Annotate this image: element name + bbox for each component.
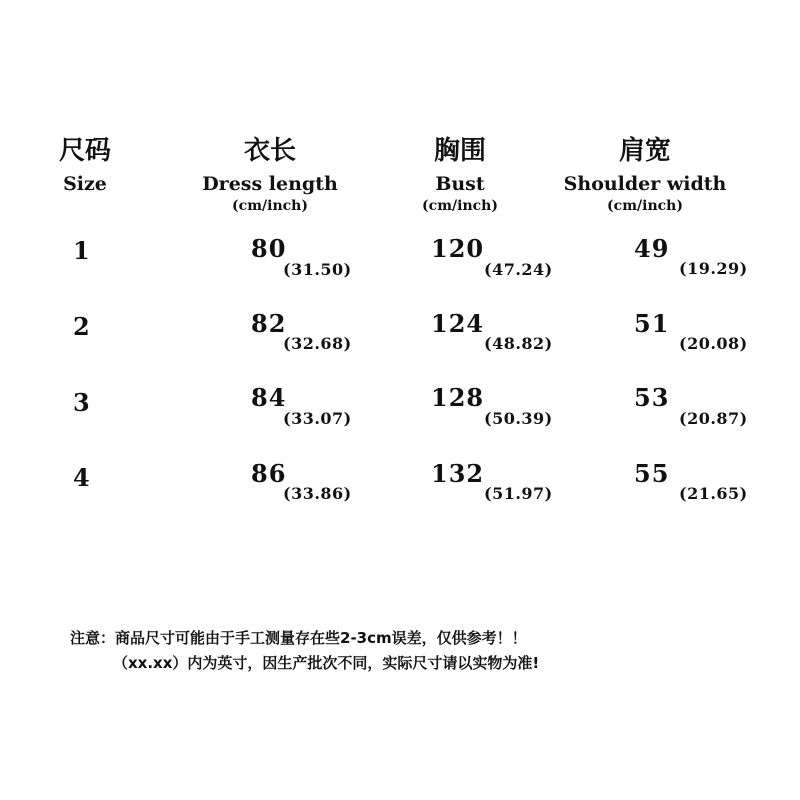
note-line-1: 注意：商品尺寸可能由于手工测量存在些2-3cm误差，仅供参考！！ — [70, 629, 527, 647]
row-3-size: 3 — [73, 388, 90, 417]
header-bust-cn: 胸围 — [433, 136, 486, 166]
header-dress-length-cn: 衣长 — [243, 136, 296, 166]
header-dress-length-unit: (cm/inch) — [232, 198, 308, 214]
row-1-shoulder-cm: 49 — [634, 234, 670, 263]
row-4-shoulder-inch: (21.65) — [679, 484, 748, 503]
row-1-shoulder-inch: (19.29) — [679, 259, 748, 278]
header-dress-length — [170, 137, 370, 214]
row-2-bust-inch: (48.82) — [484, 334, 553, 353]
row-2-length-cm: 82 — [251, 309, 287, 338]
row-4-shoulder-cm: 55 — [634, 459, 670, 488]
header-shoulder-width-en: Shoulder width — [563, 173, 727, 195]
header-bust-unit: (cm/inch) — [422, 198, 498, 214]
header-bust-en: Bust — [435, 173, 485, 195]
row-1-length-cm: 80 — [251, 234, 287, 263]
row-3-bust-inch: (50.39) — [484, 409, 553, 428]
header-size — [40, 137, 130, 195]
row-4-bust-inch: (51.97) — [484, 484, 553, 503]
row-1-bust-cm: 120 — [431, 234, 485, 263]
header-shoulder-width — [550, 137, 740, 214]
row-4-bust-cm: 132 — [431, 459, 485, 488]
header-shoulder-width-cn: 肩宽 — [618, 136, 671, 166]
header-shoulder-width-unit: (cm/inch) — [607, 198, 683, 214]
row-3-length-inch: (33.07) — [283, 409, 352, 428]
row-4-length-cm: 86 — [251, 459, 287, 488]
row-3-bust-cm: 128 — [431, 383, 485, 412]
row-2-bust-cm: 124 — [431, 309, 485, 338]
row-4-size: 4 — [73, 463, 90, 492]
row-2-shoulder-inch: (20.08) — [679, 334, 748, 353]
row-1-size: 1 — [73, 236, 90, 265]
row-3-shoulder-inch: (20.87) — [679, 409, 748, 428]
row-4-length-inch: (33.86) — [283, 484, 352, 503]
header-size-cn: 尺码 — [58, 136, 111, 166]
note-line-2: （xx.xx）内为英寸，因生产批次不同，实际尺寸请以实物为准! — [113, 654, 540, 672]
row-3-length-cm: 84 — [251, 383, 287, 412]
row-2-length-inch: (32.68) — [283, 334, 352, 353]
row-1-bust-inch: (47.24) — [484, 260, 553, 279]
row-2-shoulder-cm: 51 — [634, 309, 670, 338]
row-2-size: 2 — [73, 312, 90, 341]
header-size-en: Size — [63, 173, 107, 195]
row-3-shoulder-cm: 53 — [634, 383, 670, 412]
header-dress-length-en: Dress length — [202, 173, 338, 195]
header-bust — [385, 137, 535, 214]
row-1-length-inch: (31.50) — [283, 260, 352, 279]
